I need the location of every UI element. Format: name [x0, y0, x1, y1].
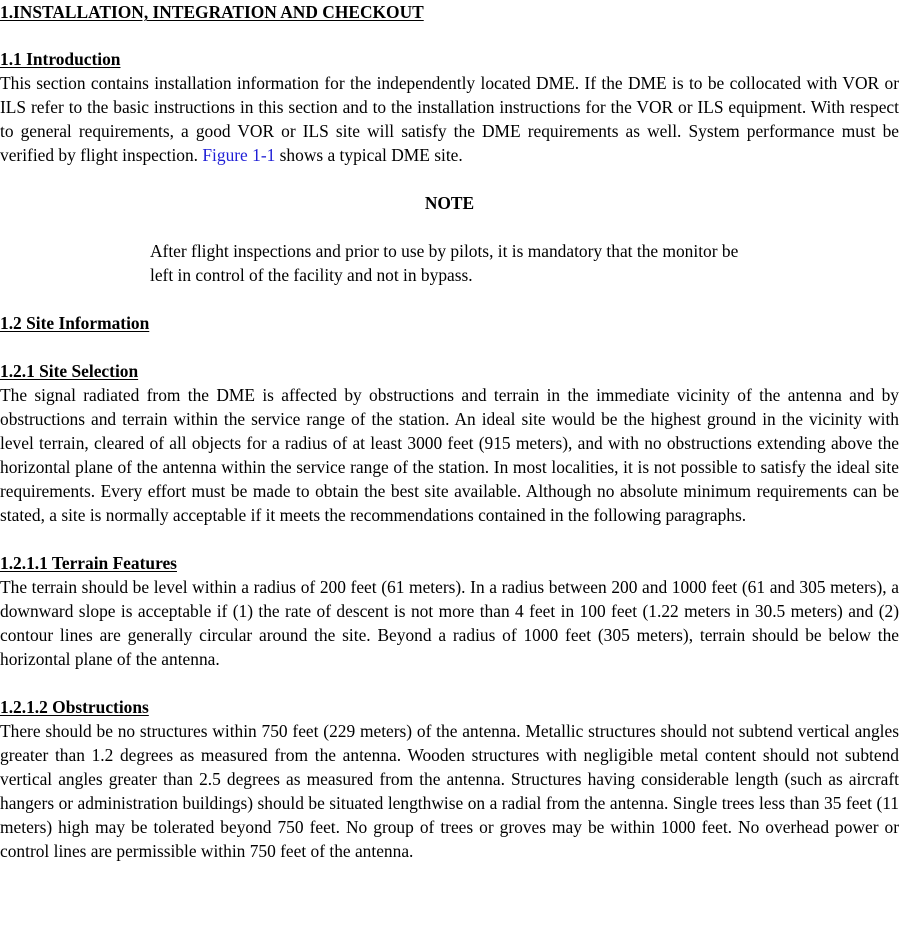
section-1-1-text-a: This section contains installation information for the independently located DME. If the DME is to be collocated with VOR or ILS refer to the basic instructions in this section and to the installation instructions for the VOR or ILS equipment. With respect to general requirements, a good VOR or ILS site will satisfy the DME requirements as well. System performance must be verified by flight inspection.	[0, 73, 899, 165]
section-1-2-1-1-paragraph: The terrain should be level within a radius of 200 feet (61 meters). In a radius between 200 and 1000 feet (61 and 305 meters), a downward slope is acceptable if (1) the rate of descent is not more than 4 feet in 100 feet (1.22 meters in 30.5 meters) and (2) contour lines are generally circular around the site. Beyond a radius of 1000 feet (305 meters), terrain should be below the horizontal plane of the antenna.	[0, 577, 899, 669]
section-1-1-text-b: shows a typical DME site.	[275, 145, 463, 165]
figure-1-1-link[interactable]: Figure 1-1	[202, 145, 276, 165]
note-heading: NOTE	[424, 193, 475, 213]
section-1-2-1-paragraph: The signal radiated from the DME is affected by obstructions and terrain in the immediate vicinity of the antenna and by obstructions and terrain within the service range of the station. An ideal site would be the highest ground in the vicinity with level terrain, cleared of all objects for a radius of at least 3000 feet (915 meters), and with no obstructions extending above the horizontal plane of the antenna within the service range of the station. In most localities, it is not possible to satisfy the ideal site requirements. Every effort must be made to obtain the best site available. Although no absolute minimum requirements can be stated, a site is normally acceptable if it meets the recommendations contained in the following paragraphs.	[0, 385, 899, 525]
section-1-2-1-1-heading: 1.2.1.1 Terrain Features	[0, 553, 177, 573]
section-1-2-1-heading: 1.2.1 Site Selection	[0, 361, 139, 381]
section-1-1-paragraph	[0, 71, 899, 167]
section-1-1-heading: 1.1 Introduction	[0, 49, 121, 69]
section-1-2-1-2-paragraph: There should be no structures within 750 feet (229 meters) of the antenna. Metallic structures should not subtend vertical angles greater than 1.2 degrees as measured from the antenna. Wooden structures with negligible metal content should not subtend vertical angles greater than 2.5 degrees as measured from the antenna. Structures having considerable length (such as aircraft hangers or administration buildings) should be situated lengthwise on a radial from the antenna. Single trees less than 35 feet (11 meters) high may be tolerated beyond 750 feet. No group of trees or groves may be within 1000 feet. No overhead power or control lines are permissible within 750 feet of the antenna.	[0, 721, 899, 861]
section-1-2-1-2-heading: 1.2.1.2 Obstructions	[0, 697, 149, 717]
section-1-2-heading: 1.2 Site Information	[0, 313, 150, 333]
note-paragraph: After flight inspections and prior to use by pilots, it is mandatory that the monitor be left in control of the facility and not in bypass.	[150, 241, 739, 285]
section-1-heading: 1.INSTALLATION, INTEGRATION AND CHECKOUT	[0, 2, 424, 22]
